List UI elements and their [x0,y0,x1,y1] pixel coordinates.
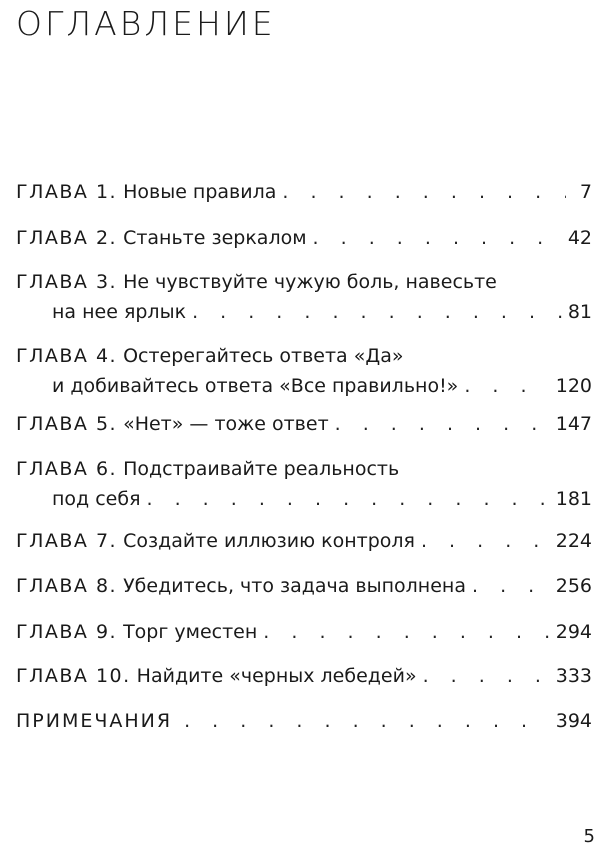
chapter-title: Найдите «черных лебедей» [136,665,417,687]
chapter-title-continued: на нее ярлык [52,301,187,323]
chapter-title-continued: и добивайтесь ответа «Все правильно!» [52,375,459,397]
dot-leader [147,484,550,514]
chapter-title: «Нет» — тоже ответ [123,413,329,435]
chapter-number: ГЛАВА 10. [16,665,131,687]
chapter-number: ГЛАВА 7. [16,530,118,552]
chapter-title: Новые правила [123,181,277,203]
page-ref: 147 [555,413,592,435]
chapter-title: Создайте иллюзию контроля [123,530,415,552]
dot-leader [184,706,550,736]
page-ref: 256 [555,575,592,597]
toc-entry-chapter-10[interactable] [16,661,592,691]
chapter-title: Остерегайтесь ответа «Да» [123,345,404,367]
notes-label: ПРИМЕЧАНИЯ [16,710,173,732]
toc-entry-chapter-1[interactable] [16,177,592,207]
chapter-title: Убедитесь, что задача выполнена [123,575,466,597]
page-ref: 81 [567,301,592,323]
chapter-title: Торг уместен [123,621,258,643]
dot-leader [421,526,550,556]
dot-leader [263,617,549,647]
chapter-number: ГЛАВА 1. [16,181,118,203]
chapter-number: ГЛАВА 2. [16,227,118,249]
page-ref: 120 [555,375,592,397]
dot-leader [282,177,566,207]
chapter-title: Подстраивайте реальность [123,458,400,480]
toc-entry-chapter-4[interactable] [16,341,592,401]
toc-entry-chapter-9[interactable] [16,617,592,647]
toc-entry-chapter-6[interactable] [16,454,592,514]
toc-entry-chapter-3[interactable] [16,267,592,327]
page-ref: 333 [555,665,592,687]
dot-leader [472,571,550,601]
chapter-number: ГЛАВА 3. [16,271,118,293]
toc-entry-chapter-2[interactable] [16,223,592,253]
page-ref: 42 [567,227,592,249]
page-ref: 181 [555,488,592,510]
page-title: ОГЛАВЛЕНИЕ [16,4,276,43]
page-ref: 394 [555,710,592,732]
chapter-title-continued: под себя [52,488,141,510]
chapter-number: ГЛАВА 8. [16,575,118,597]
toc-entry-chapter-5[interactable] [16,409,592,439]
page-ref: 7 [579,181,592,203]
page-ref: 224 [555,530,592,552]
toc-entry-chapter-7[interactable] [16,526,592,556]
toc-entry-chapter-8[interactable] [16,571,592,601]
dot-leader [313,223,562,253]
chapter-number: ГЛАВА 6. [16,458,118,480]
page-number: 5 [583,826,595,847]
dot-leader [464,371,549,401]
page-ref: 294 [555,621,592,643]
dot-leader [335,409,550,439]
dot-leader [423,661,550,691]
toc-entry-notes[interactable] [16,706,592,736]
chapter-number: ГЛАВА 5. [16,413,118,435]
dot-leader [192,297,562,327]
chapter-title: Не чувствуйте чужую боль, навесьте [123,271,497,293]
chapter-title: Станьте зеркалом [123,227,307,249]
chapter-number: ГЛАВА 9. [16,621,118,643]
chapter-number: ГЛАВА 4. [16,345,118,367]
